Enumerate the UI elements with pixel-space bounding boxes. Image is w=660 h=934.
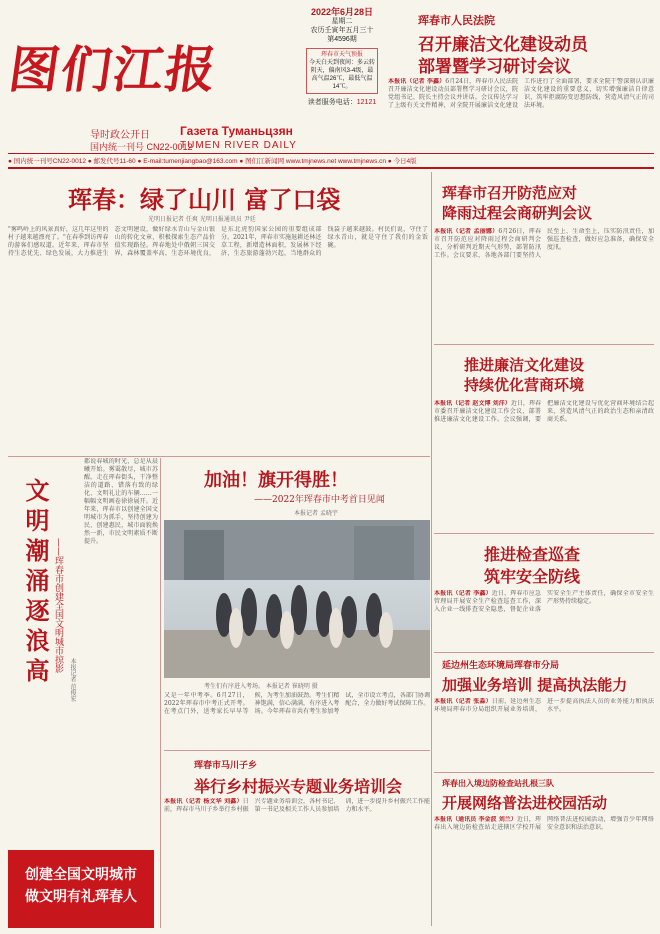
- court-kicker: 珲春市人民法院: [418, 14, 495, 27]
- culture-headline-1: 推进廉洁文化建设: [464, 356, 585, 374]
- inspection-headline-2: 筑牢安全防线: [484, 567, 581, 586]
- section-divider: [8, 456, 430, 457]
- issue-number: 第4596期: [327, 36, 357, 43]
- section-divider: [164, 750, 430, 751]
- court-body: 本报讯（记者 李鑫）6月24日，珲春市人民法院召开廉洁文化建设动员部署暨学习研讨会议，院党组书记、院长主持会议并讲话。会议传达学习了上级有关文件精神，对全院开展廉洁文化建设工作进行了全面部署，要求全院干警深刻认识廉洁文化建设的重要意义，切实增强廉洁自律意识，筑牢拒腐防变思想防线，营造风清气正的司法环境。: [388, 78, 654, 109]
- exam-photo: [164, 520, 430, 678]
- lead-byline: 光明日报记者 任爽 光明日报通讯员 尹廷: [148, 216, 256, 223]
- column-divider: [431, 172, 432, 926]
- border-body: 本报讯（通讯员 李金波 刘兰）近日，珲春出入境边防检查站走进辖区学校开展网络普法进校园活动，增强青少年网络安全意识和法治意识。: [434, 816, 654, 831]
- culture-article: [434, 346, 654, 530]
- rural-kicker: 珲春市马川子乡: [194, 761, 258, 771]
- section-divider: [434, 652, 654, 653]
- border-article: [434, 774, 654, 928]
- flood-body: 本报讯（记者 孟丽娜）6月26日，珲春市召开防范应对降雨过程会商研判会议，分析研判近期天气形势，部署防汛工作。会议要求，各地各部门要坚持人民至上、生命至上，压实防汛责任，加强巡查检查，做好应急准备，确保安全度汛。: [434, 228, 654, 259]
- date-box: [306, 8, 378, 150]
- weather-box: [306, 48, 378, 94]
- masthead: [5, 6, 300, 152]
- flood-headline-1: 珲春市召开防范应对: [442, 184, 578, 202]
- culture-body: 本报讯（记者 赵文博 刘洋）近日，珲春市委召开廉洁文化建设工作会议，部署推进廉洁文化建设工作。会议强调，要把廉洁文化建设与优化营商环境结合起来，营造风清气正的政治生态和亲清政商关系。: [434, 400, 654, 423]
- border-kicker: 珲春出入境边防检查站扎根三队: [442, 778, 554, 788]
- lead-article: [8, 172, 428, 454]
- exam-body: 又是一年中考季。6月27日，2022年珲春市中考正式开考。在考点门外，送考家长早早等候，为考生加油鼓劲。考生们精神饱满，信心满满，有序进入考场。今年珲春市共有考生参加考试，全市设立考点，各部门协调配合，全力做好考试保障工作。: [164, 692, 430, 715]
- banner-line-2: 做文明有礼珲春人: [25, 889, 137, 905]
- reader-phone: 读者服务电话：12121: [307, 99, 377, 106]
- court-article: [388, 6, 654, 154]
- yanbian-headline: 加强业务培训 提高执法能力: [442, 676, 628, 694]
- civilization-body: 都说春城的时光，总是从晨曦开始。雾霭散尽，城市苏醒。走在珲春街头，干净整洁的道路、错落有致的绿化、文明礼让的车辆……一幅幅文明画卷徐徐展开。近年来，珲春市以创建全国文明城市为抓手，坚持创建为民、创建惠民，城市面貌焕然一新，市民文明素质不断提升。: [84, 458, 158, 545]
- border-headline: 开展网络普法进校园活动: [442, 794, 608, 812]
- yanbian-article: [434, 654, 654, 770]
- masthead-chinese-sub: 导时政公开日: [90, 130, 150, 141]
- exam-headline: 加油！旗开得胜！: [204, 470, 348, 491]
- court-headline-1: 召开廉洁文化建设动员: [418, 35, 588, 55]
- inspection-body: 本报讯（记者 李鑫）近日，珲春市应急管理局开展安全生产检查巡查工作，深入企业一线排查安全隐患，督促企业落实安全生产主体责任，确保全市安全生产形势持续稳定。: [434, 590, 654, 613]
- issue-date: 2022年6月28日: [310, 7, 374, 17]
- flood-headline-2: 降雨过程会商研判会议: [442, 204, 593, 222]
- masthead-english-name: TUMEN RIVER DAILY: [180, 140, 297, 151]
- lead-headline: 珲春：绿了山川 富了口袋: [68, 185, 341, 214]
- masthead-foreign-name: Газета Туманьцзян: [180, 124, 293, 138]
- inspection-article: [434, 536, 654, 652]
- section-divider: [434, 772, 654, 773]
- section-divider: [434, 533, 654, 534]
- yanbian-kicker: 延边州生态环境局珲春市分局: [442, 661, 560, 671]
- culture-headline-2: 持续优化营商环境: [464, 376, 585, 394]
- info-bar: ● 国内统一刊号CN22-0012 ● 邮发代号11-60 ● E-mail:tumenjiangbao@163.com ● 图们江新闻网 www.tmjnews.net www.tmjnews.cn ● 今日4版: [8, 158, 417, 165]
- section-divider: [434, 344, 654, 345]
- inspection-headline-1: 推进检查巡查: [484, 545, 581, 564]
- lead-body: "雾鸣岭上的风景真好，这几年这里的村子越来越漂亮了。"在春季到访珲春的游客们感叹道。近年来，珲春市坚持生态优先、绿色发展，大力推进生态文明建设，做好绿水青山与金山银山的转化文章，积极探索生态产品价值实现路径。珲春地处中俄朝三国交界，森林覆盖率高，生态环境优良，是东北虎豹国家公园的重要组成部分。2021年，珲春市实施退耕还林还草工程，新增造林面积，发展林下经济，生态旅游蓬勃兴起，当地群众的钱袋子越来越鼓。村民们说，守住了绿水青山，就是守住了我们的金饭碗。: [8, 226, 428, 257]
- civilization-vertical-title: 文明潮涌逐浪高: [21, 478, 50, 688]
- civilization-banner: [8, 850, 154, 928]
- court-headline-2: 部署暨学习研讨会议: [418, 57, 571, 77]
- exam-photo-caption: 考生们有序进入考场。 本报记者 崔晓明 摄: [204, 683, 318, 690]
- column-divider: [160, 458, 161, 928]
- rural-headline: 举行乡村振兴专题业务培训会: [194, 777, 403, 796]
- flood-article: [434, 172, 654, 344]
- exam-subheadline: ——2022年珲春市中考首日见闻: [254, 495, 385, 505]
- masthead-issn: 国内统一刊号 CN22-0012: [90, 142, 193, 152]
- civilization-vertical-sub: ——珲春市创建全国文明城市掠影: [53, 538, 63, 673]
- banner-line-1: 创建全国文明城市: [25, 867, 137, 883]
- rural-body: 本报讯（记者 杨文华 刘鑫）日前，珲春市马川子乡举行乡村振兴专题业务培训会，各村书记、第一书记及相关工作人员参加培训，进一步提升乡村振兴工作能力和水平。: [164, 798, 430, 813]
- lunar-date: 农历壬寅年五月三十: [310, 27, 374, 34]
- divider: [8, 167, 654, 169]
- civilization-byline: 本报记者 范俊宏: [69, 658, 76, 702]
- weekday: 星期二: [331, 18, 353, 25]
- exam-article: [164, 458, 430, 748]
- exam-photo-illustration: [164, 520, 430, 678]
- yanbian-body: 本报讯（记者 张淼）日前，延边州生态环境局珲春市分局组织开展业务培训，进一步提高执法人员的业务能力和执法水平。: [434, 698, 654, 713]
- divider: [8, 153, 654, 154]
- newspaper-logo: 图们江报: [5, 40, 222, 99]
- civilization-article: [8, 458, 158, 846]
- exam-byline: 本报记者 孟晓宇: [294, 510, 338, 517]
- rural-article: [164, 752, 430, 928]
- weather-title: 珲春市天气预报: [320, 52, 363, 58]
- weather-text: 今天白天到夜间：多云转阴天，偏南风3-4级，最高气温26℃，最低气温14℃。: [309, 60, 376, 90]
